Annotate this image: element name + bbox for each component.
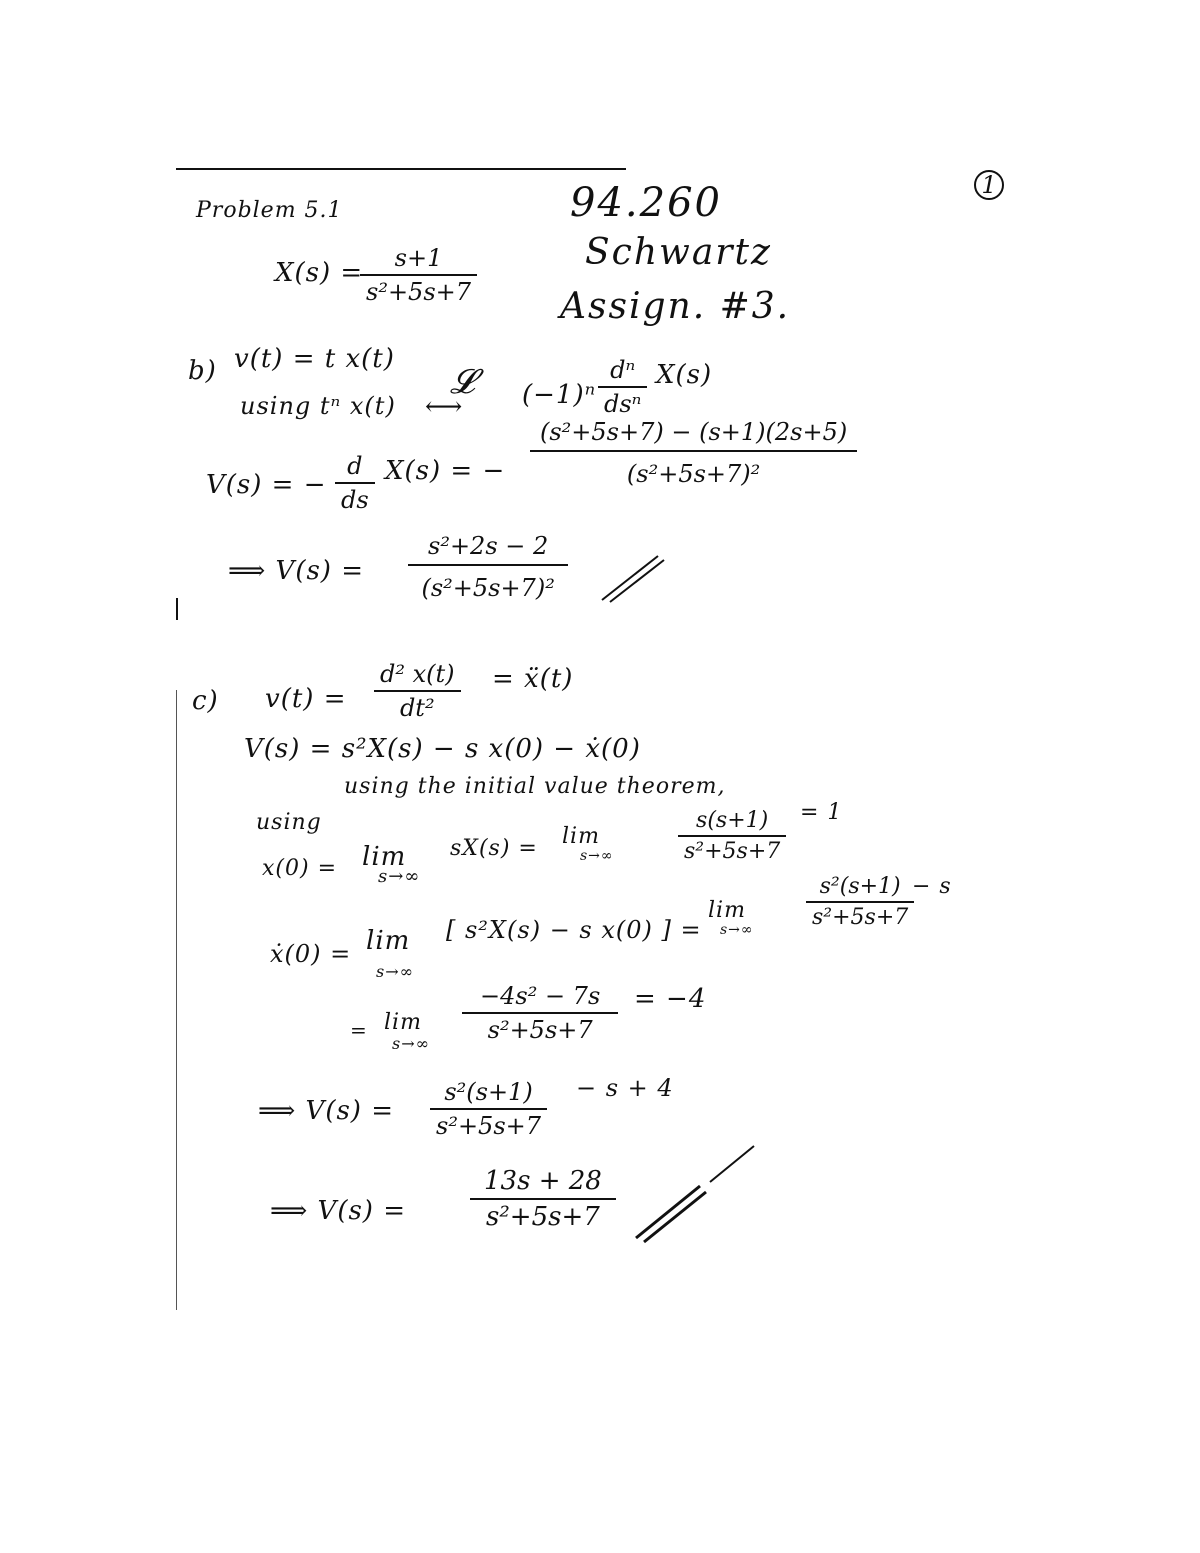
v2-numerator: 13s + 28 bbox=[470, 1166, 616, 1200]
d-ds-fraction bbox=[335, 452, 375, 514]
laplace-symbol: 𝓛 bbox=[450, 362, 476, 402]
xd0b-value: = −4 bbox=[634, 984, 707, 1014]
given-lhs: X(s) = bbox=[275, 258, 364, 288]
xd0b-lim-sub: s→∞ bbox=[392, 1034, 430, 1053]
x0-fraction bbox=[678, 808, 786, 864]
x0-lim2: lim bbox=[562, 824, 600, 849]
xd0b-denominator: s²+5s+7 bbox=[487, 1016, 593, 1044]
v2-fraction bbox=[470, 1166, 616, 1232]
xd0-fraction bbox=[806, 874, 914, 930]
V-quotient-denominator: (s²+5s+7)² bbox=[626, 460, 761, 488]
xd0b-lim: lim bbox=[384, 1010, 422, 1035]
part-c-using-word: using bbox=[256, 810, 322, 835]
xd0b-numerator: −4s² − 7s bbox=[462, 982, 618, 1014]
xd0-lim2: lim bbox=[708, 898, 746, 923]
dn-numerator: dⁿ bbox=[598, 356, 647, 388]
x0-lhs: x(0) = bbox=[262, 856, 337, 881]
V-quotient-numerator: (s²+5s+7) − (s+1)(2s+5) bbox=[530, 418, 857, 452]
page-number: 1 bbox=[974, 170, 1004, 200]
given-numerator: s+1 bbox=[360, 244, 477, 276]
xd0-lim-sub: s→∞ bbox=[376, 962, 414, 981]
xd0-lhs: ẋ(0) = bbox=[270, 940, 352, 968]
xd0-denominator: s²+5s+7 bbox=[812, 905, 909, 930]
x0-lim-sub: s→∞ bbox=[378, 866, 421, 887]
part-b-label: b) bbox=[188, 356, 217, 386]
xd0-tail: − s bbox=[912, 874, 952, 899]
v1-lhs: ⟹ V(s) = bbox=[258, 1096, 394, 1126]
v1-denominator: s²+5s+7 bbox=[436, 1112, 542, 1140]
xd0-bracket: [ s²X(s) − s x(0) ] = bbox=[446, 916, 702, 944]
answer-mark-b bbox=[600, 552, 666, 604]
given-fraction bbox=[360, 244, 477, 306]
x0-lim: lim bbox=[362, 842, 407, 872]
x0-lim2-sub: s→∞ bbox=[580, 848, 614, 864]
part-b-minus1-power: (−1)ⁿ bbox=[522, 380, 597, 410]
part-b-result-numerator: s²+2s − 2 bbox=[408, 532, 568, 566]
part-b-result-fraction bbox=[408, 532, 568, 602]
x0-mid: sX(s) = bbox=[450, 836, 538, 861]
transform-arrow: ⟷ bbox=[425, 392, 464, 422]
part-b-def: v(t) = t x(t) bbox=[234, 344, 395, 374]
part-b-result-denominator: (s²+5s+7)² bbox=[421, 574, 555, 602]
part-b-result-lhs: ⟹ V(s) = bbox=[228, 556, 364, 586]
part-c-laplace: V(s) = s²X(s) − s x(0) − ẋ(0) bbox=[244, 734, 641, 764]
v1-fraction bbox=[430, 1078, 547, 1140]
v1-numerator: s²(s+1) bbox=[430, 1078, 547, 1110]
dn-denominator: dsⁿ bbox=[604, 390, 642, 418]
V-lhs: V(s) = − bbox=[206, 470, 327, 500]
xd0-lim: lim bbox=[366, 926, 411, 956]
part-c-def-fraction bbox=[374, 660, 461, 722]
xd0b-eq: = bbox=[350, 1018, 368, 1042]
part-b-using: using tⁿ x(t) bbox=[240, 392, 396, 420]
xd0-numerator: s²(s+1) bbox=[806, 874, 914, 903]
x0-value: = 1 bbox=[800, 800, 843, 825]
given-denominator: s²+5s+7 bbox=[366, 278, 472, 306]
d-denominator: ds bbox=[341, 486, 369, 514]
part-c-def-lhs: v(t) = bbox=[265, 684, 347, 714]
V-quotient-fraction bbox=[530, 418, 857, 488]
assignment-label: Assign. #3. bbox=[560, 286, 791, 327]
xd0-lim2-sub: s→∞ bbox=[720, 922, 754, 938]
answer-mark-c bbox=[630, 1142, 760, 1246]
problem-label: Problem 5.1 bbox=[196, 198, 343, 223]
course-number: 94.260 bbox=[570, 180, 722, 226]
left-margin-line-lower bbox=[176, 690, 177, 1310]
part-b-Xs: X(s) bbox=[656, 360, 713, 390]
v2-denominator: s²+5s+7 bbox=[486, 1202, 600, 1232]
part-c-def-rhs: = ẍ(t) bbox=[492, 664, 574, 694]
x0-numerator: s(s+1) bbox=[678, 808, 786, 837]
x0-denominator: s²+5s+7 bbox=[684, 839, 781, 864]
top-rule bbox=[176, 168, 626, 170]
student-name: Schwartz bbox=[585, 232, 772, 273]
d-numerator: d bbox=[335, 452, 375, 484]
part-c-label: c) bbox=[192, 686, 219, 716]
v2-lhs: ⟹ V(s) = bbox=[270, 1196, 406, 1226]
left-margin-line bbox=[176, 598, 178, 620]
dn-dsn-fraction bbox=[598, 356, 647, 418]
V-mid: X(s) = − bbox=[385, 456, 506, 486]
part-c-def-numerator: d² x(t) bbox=[374, 660, 461, 692]
part-c-ivt-text: using the initial value theorem, bbox=[344, 774, 726, 799]
xd0b-fraction bbox=[462, 982, 618, 1044]
part-c-def-denominator: dt² bbox=[399, 694, 435, 722]
v1-tail: − s + 4 bbox=[576, 1074, 674, 1102]
